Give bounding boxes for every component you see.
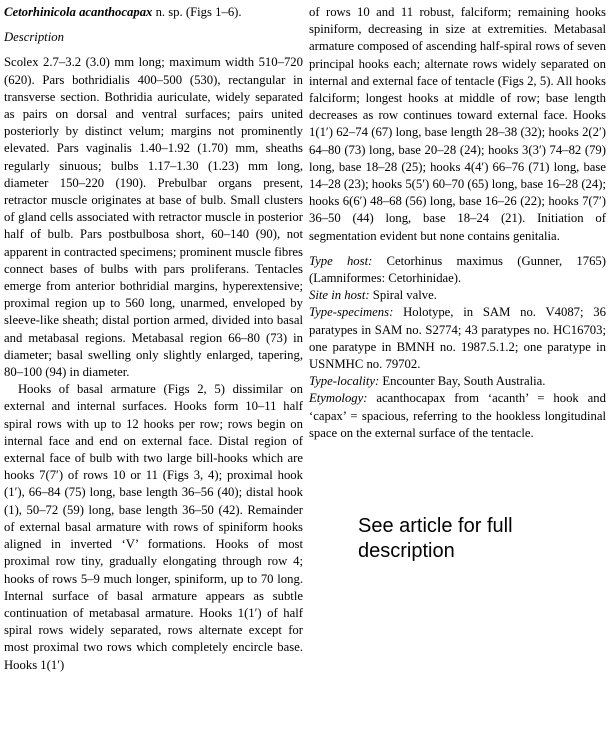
type-locality-text: Encounter Bay, South Australia. xyxy=(379,374,546,389)
subheading-description: Description xyxy=(4,30,64,45)
see-article-note: See article for full description xyxy=(358,515,513,562)
description-paragraph-2: Hooks of basal armature (Figs 2, 5) dissimilar on external and internal surfaces. Hooks form 10–11 half spiral rows with up to 12 hooks per row; rows begin on internal face and end on external face. Distal region of external face of bulb with two large bill-hooks which are hooks 7(7′) of rows 10 or 11 (Figs 3, 4); proximal hook (1′), 66–84 (75) long, base length 36–56 (40); distal hook (1), 50–72 (59) long, base length 36–50 (42). Remainder of external basal armature with rows of spiniform hooks aligned in inverted ‘V’ formations. Hooks of most proximal row tiny, gradually elongating through row 4; hooks of rows 5–9 much longer, spiniform, up to 70 long. Internal surface of basal armature appears as subtle continuation of metabasal armature. Hooks 1(1′) of half spiral rows widely separated, rows alternate except for most proximal two rows which completely encircle base. Hooks 1(1′) xyxy=(4,382,303,672)
type-host-label: Type host: xyxy=(309,253,373,268)
site-label: Site in host: xyxy=(309,288,370,303)
right-column xyxy=(309,4,606,442)
description-continuation: of rows 10 and 11 robust, falciform; remaining hooks spiniform, decreasing in size at extremities. Metabasal armature composed of ascending half-spiral rows of seven principal hooks each; alternate rows widely separated on internal and external face of tentacle (Figs 2, 5). All hooks falciform; longest hooks at middle of row; base length decreases as row continues toward external face. Hooks 1(1′) 62–74 (67) long, base length 28–38 (32); hooks 2(2′) 64–80 (73) long, base 20–28 (24); hooks 3(3′) 74–82 (79) long, base 18–28 (25); hooks 4(4′) 66–76 (71) long, base 14–28 (23); hooks 5(5′) 60–70 (65) long, base 16–28 (24); hooks 6(6′) 48–68 (56) long, base 16–26 (22); hooks 7(7′) 36–50 (44) long, base 18–24 (21). Initiation of segmentation evident but none contains genitalia. xyxy=(309,5,606,243)
type-specimens-label: Type-specimens: xyxy=(309,305,394,320)
species-header xyxy=(4,4,303,21)
etymology-label: Etymology: xyxy=(309,391,368,406)
type-locality-entry xyxy=(309,373,606,390)
species-header-rest: n. sp. (Figs 1–6). xyxy=(152,5,242,19)
description-paragraph-1: Scolex 2.7–3.2 (3.0) mm long; maximum width 510–720 (620). Pars bothridialis 400–500 (530), rectangular in transverse section. Bothridia auriculate, widely separated as pairs on dorsal and ventral surfaces; pairs united posteriorly by distinct velum; margins not prominently elevated. Pars vaginalis 1.40–1.92 (1.70) mm, sheaths regularly sinuous; bulbs 1.17–1.30 (1.23) mm long, diameter 150–220 (190). Prebulbar organs present, retractor muscle originates at base of bulb. Small clusters of gland cells associated with retractor muscle in posterior half of bulb. Pars postbulbosa short, 60–140 (90), not apparent in contracted specimens; prominent muscle fibres connect bases of bulbs with pars proliferans. Tentacles emerge from anterior bothridial margins, hyperextensive; proximal region up to 560 long, unarmed, enveloped by sleeve-like sheath; distal portion armed, divided into basal and metabasal regions. Metabasal region 66–80 (73) in diameter; basal swelling only slightly enlarged, tapering, 80–100 (94) in diameter. xyxy=(4,55,303,380)
type-specimens-entry xyxy=(309,304,606,373)
etymology-text: acanthocapax from ‘acanth’ = hook and ‘capax’ = spacious, referring to the hookless longitudinal space on the external surface of the tentacle. xyxy=(309,391,606,440)
left-column xyxy=(4,4,303,674)
type-specimens-text: Holotype, in SAM no. V4087; 36 paratypes in SAM no. S2774; 43 paratypes no. HC16703; one paratype in BMNH no. 1987.5.1.2; one paratype in USNMHC no. 79702. xyxy=(309,305,606,372)
species-name: Cetorhinicola acanthocapax xyxy=(4,5,153,19)
site-text: Spiral valve. xyxy=(369,288,437,303)
etymology-entry xyxy=(309,390,606,442)
type-host-entry xyxy=(309,253,606,287)
type-host-text: Cetorhinus maximus (Gunner, 1765) (Lamniformes: Cetorhinidae). xyxy=(309,253,606,286)
site-entry xyxy=(309,287,606,304)
type-locality-label: Type-locality: xyxy=(309,374,380,389)
